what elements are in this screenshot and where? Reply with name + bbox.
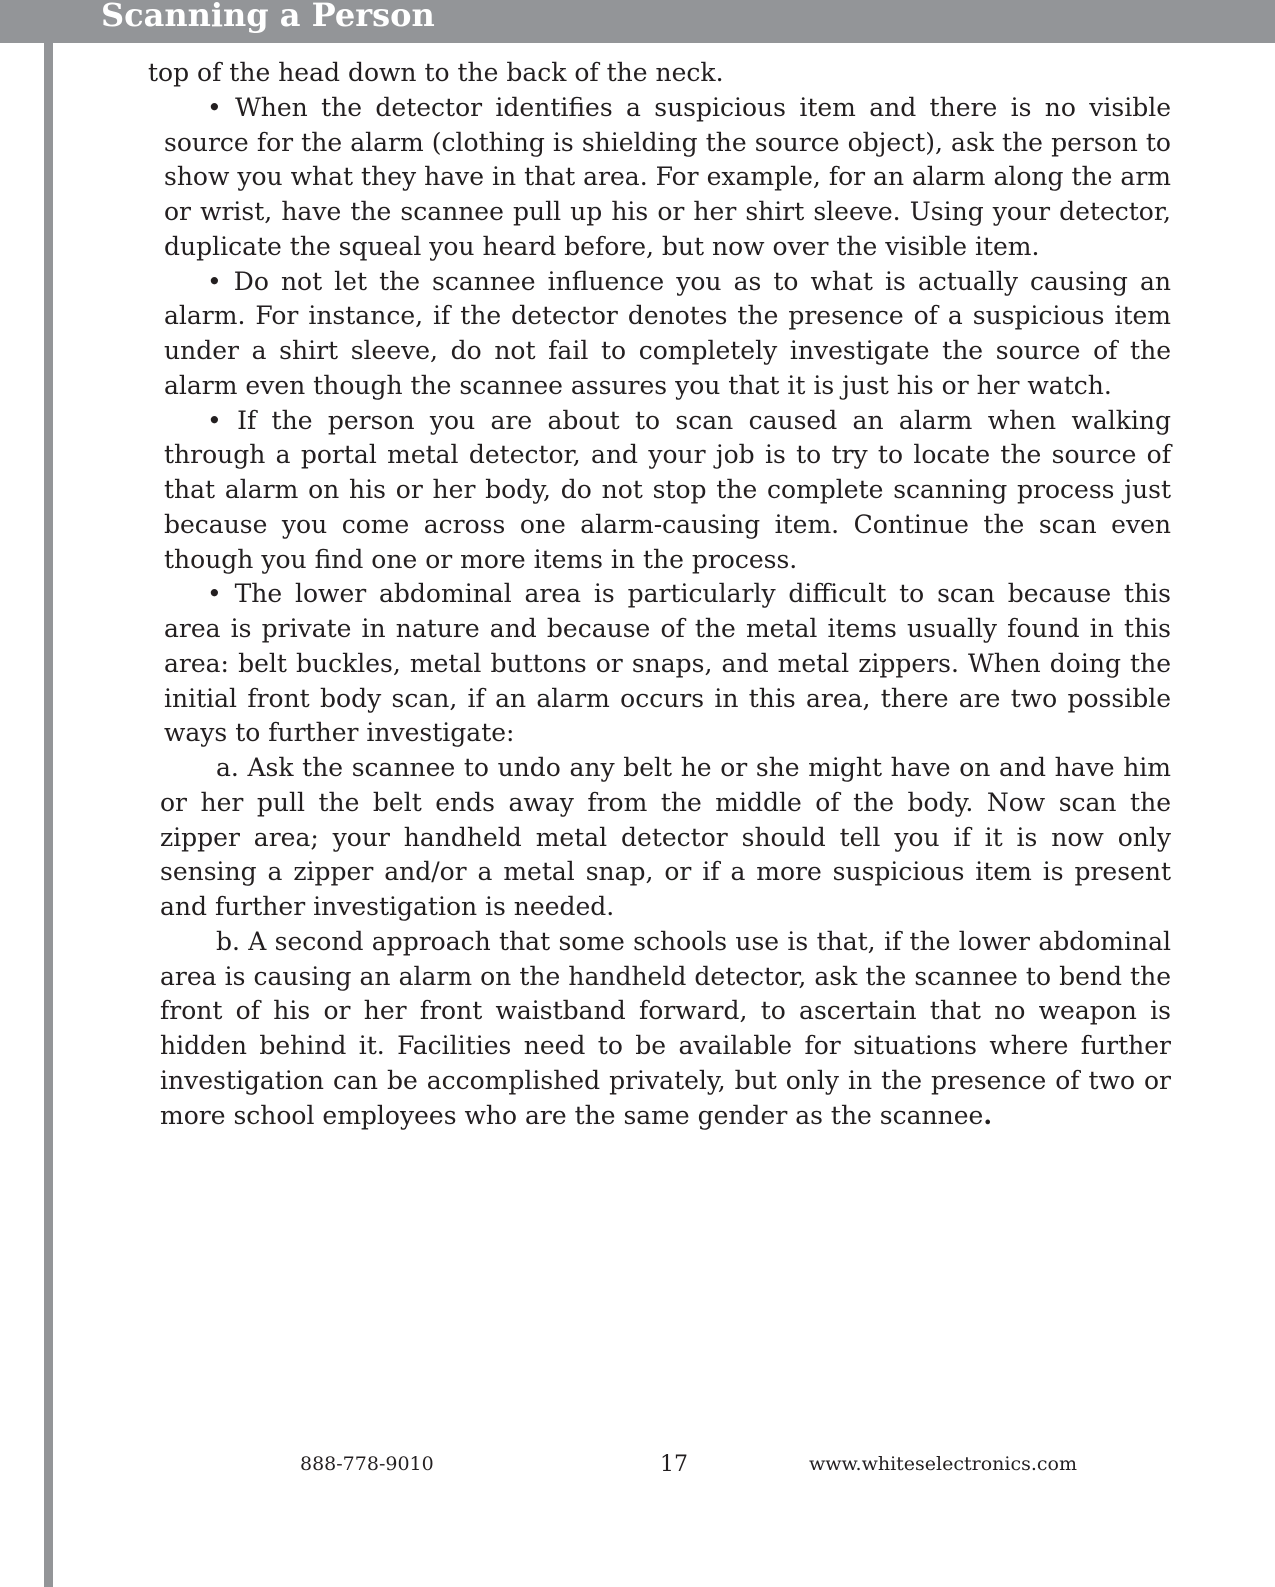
sub-paragraph-b-text: b. A second approach that some schools use is that, if the lower abdominal area is causing an alarm on the handheld detector, ask the scannee to bend the front of his or her front waistband forward, to ascertain that no weapon is hidden behind it. Facilities need to be available for situations where further investigation can be accomplished privately, but only in the presence of two or more school employees who are the same gender as the scannee — [160, 926, 1171, 1130]
footer-phone: 888-778-9010 — [300, 1453, 434, 1475]
bullet-paragraph-scannee-influence: • Do not let the scannee influence you as to what is actually causing an alarm. For instance, if the detector denotes the presence of a suspicious item under a shirt sleeve, do not fail to completely investigate the source of the alarm even though the scannee assures you that it is just his or her watch. — [164, 266, 1171, 400]
bullet-paragraph-portal-alarm: • If the person you are about to scan caused an alarm when walking through a portal metal detector, and your job is to try to locate the source of that alarm on his or her body, do not stop the complete scanning process just because you come across one alarm-causing item. Continue the scan even though you find one or more items in the process. — [164, 405, 1171, 574]
sub-paragraph-a: a. Ask the scannee to undo any belt he or she might have on and have him or her pull the belt ends away from the middle of the body. Now scan the zipper area; your handheld metal detector should tell you if it is now only sensing a zipper and/or a metal snap, or if a more suspicious item is present and further investigation is needed. — [160, 753, 1171, 921]
body-text — [148, 56, 1171, 1133]
page-title: Scanning a Person — [101, 0, 435, 34]
header-bar — [0, 0, 1275, 43]
bullet-paragraph-no-visible-source: • When the detector identifies a suspicious item and there is no visible source for the alarm (clothing is shielding the source object), ask the person to show you what they have in that area. For example, for an alarm along the arm or wrist, have the scannee pull up his or her shirt sleeve. Using your detector, duplicate the squeal you heard before, but now over the visible item. — [164, 92, 1171, 261]
footer-website: www.whiteselectronics.com — [809, 1453, 1077, 1475]
bullet-paragraph-lower-abdominal: • The lower abdominal area is particularly difficult to scan because this area is private in nature and because of the metal items usually found in this area: belt buckles, metal buttons or snaps, and metal zippers. When doing the initial front body scan, if an alarm occurs in this area, there are two possible ways to further investigate: — [164, 579, 1171, 748]
paragraph-continuation: top of the head down to the back of the neck. — [148, 58, 724, 87]
left-margin-rule — [44, 43, 53, 1587]
final-period: . — [983, 1100, 993, 1130]
page-number: 17 — [660, 1452, 688, 1477]
sub-paragraph-b — [148, 925, 1171, 1134]
